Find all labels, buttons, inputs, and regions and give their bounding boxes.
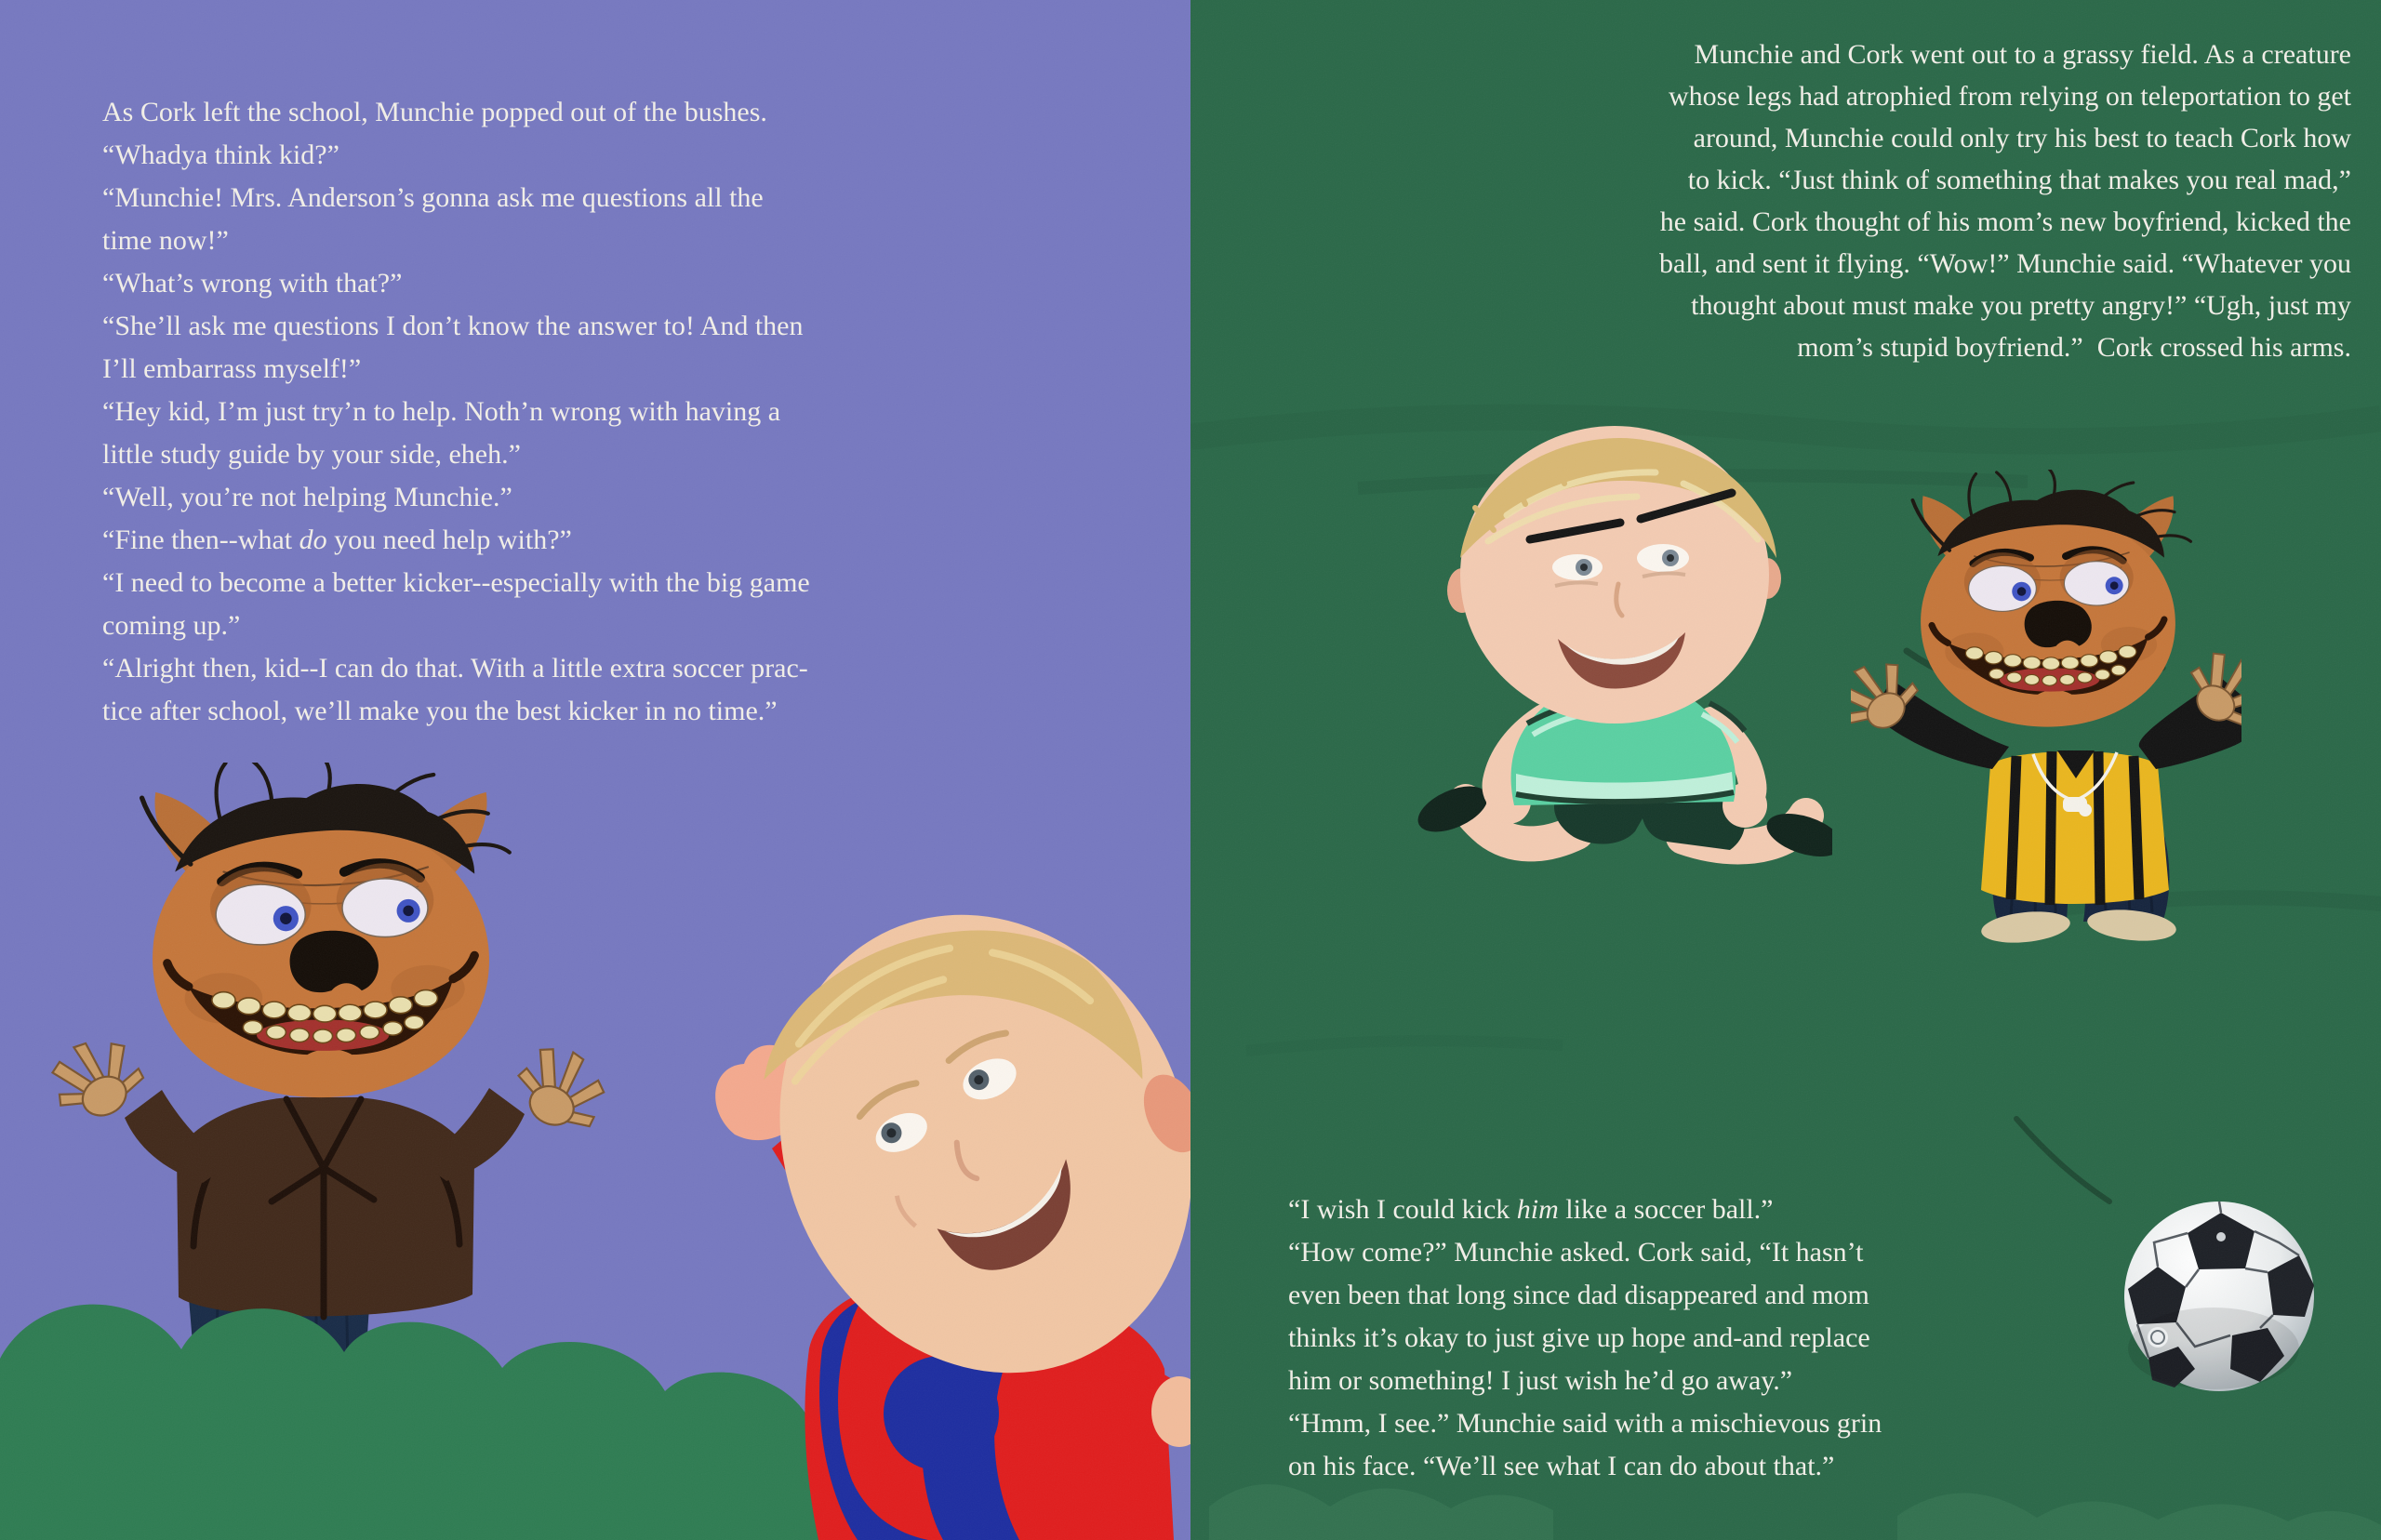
story-line: even been that long since dad disappeared and mom bbox=[1288, 1280, 1869, 1310]
line-segment: you need help with?” bbox=[326, 524, 572, 555]
story-line: “What’s wrong with that?” bbox=[102, 268, 403, 299]
story-line: “Alright then, kid--I can do that. With a little extra soccer prac- bbox=[102, 653, 808, 684]
story-line: him or something! I just wish he’d go away.” bbox=[1288, 1365, 1793, 1396]
munchie-referee-illustration bbox=[1851, 470, 2241, 944]
story-line: “Hey kid, I’m just try’n to help. Noth’n wrong with having a bbox=[102, 396, 781, 427]
ball-swoosh bbox=[2016, 1119, 2109, 1201]
line-segment: like a soccer ball.” bbox=[1558, 1194, 1774, 1225]
story-line: on his face. “We’ll see what I can do about that.” bbox=[1288, 1451, 1835, 1481]
story-line: “Munchie! Mrs. Anderson’s gonna ask me questions all the bbox=[102, 182, 764, 213]
story-line: around, Munchie could only try his best to teach Cork how bbox=[1693, 123, 2351, 153]
story-line: thinks it’s okay to just give up hope and-and replace bbox=[1288, 1322, 1870, 1353]
story-line: little study guide by your side, eheh.” bbox=[102, 439, 521, 470]
story-line: I’ll embarrass myself!” bbox=[102, 353, 362, 384]
line-segment: “Fine then--what bbox=[102, 524, 299, 555]
story-line: he said. Cork thought of his mom’s new boyfriend, kicked the bbox=[1659, 206, 2351, 237]
right-story-top-text bbox=[1659, 33, 2351, 368]
cork-cheering-illustration bbox=[679, 865, 1190, 1540]
story-line: to kick. “Just think of something that makes you real mad,” bbox=[1687, 165, 2351, 195]
munchie-referee-head bbox=[1912, 470, 2190, 727]
left-page bbox=[0, 0, 1190, 1540]
story-line: “How come?” Munchie asked. Cork said, “It hasn’t bbox=[1288, 1237, 1864, 1268]
story-line: thought about must make you pretty angry!” “Ugh, just my bbox=[1691, 290, 2351, 321]
story-line bbox=[102, 519, 810, 562]
story-line bbox=[1288, 1188, 1882, 1231]
story-line: “Well, you’re not helping Munchie.” bbox=[102, 482, 512, 512]
story-line: whose legs had atrophied from relying on teleportation to get bbox=[1669, 81, 2351, 112]
cork-running-illustration bbox=[1404, 418, 1832, 865]
story-line: mom’s stupid boyfriend.” Cork crossed his arms. bbox=[1797, 332, 2351, 363]
story-line: time now!” bbox=[102, 225, 229, 256]
story-line: “I need to become a better kicker--especially with the big game bbox=[102, 567, 810, 598]
story-line: “Hmm, I see.” Munchie said with a mischievous grin bbox=[1288, 1408, 1882, 1439]
italic-word: him bbox=[1516, 1194, 1559, 1225]
right-page bbox=[1190, 0, 2381, 1540]
munchie-head bbox=[142, 763, 510, 1097]
story-line: As Cork left the school, Munchie popped out of the bushes. bbox=[102, 97, 767, 127]
story-line: coming up.” bbox=[102, 610, 241, 641]
soccer-ball-illustration bbox=[2121, 1198, 2318, 1395]
line-segment: “I wish I could kick bbox=[1288, 1194, 1517, 1225]
story-line: Munchie and Cork went out to a grassy field. As a creature bbox=[1694, 39, 2351, 70]
story-line: tice after school, we’ll make you the best kicker in no time.” bbox=[102, 696, 778, 726]
right-story-bottom-text bbox=[1288, 1188, 1882, 1488]
cork-running-head bbox=[1447, 426, 1781, 724]
left-story-text bbox=[102, 91, 810, 733]
story-line: ball, and sent it flying. “Wow!” Munchie said. “Whatever you bbox=[1658, 248, 2351, 279]
story-line: “She’ll ask me questions I don’t know the answer to! And then bbox=[102, 311, 804, 341]
italic-word: do bbox=[299, 524, 327, 555]
munchie-right-hand bbox=[505, 1035, 614, 1141]
story-line: “Whadya think kid?” bbox=[102, 139, 339, 170]
ball-logo bbox=[2148, 1327, 2168, 1348]
